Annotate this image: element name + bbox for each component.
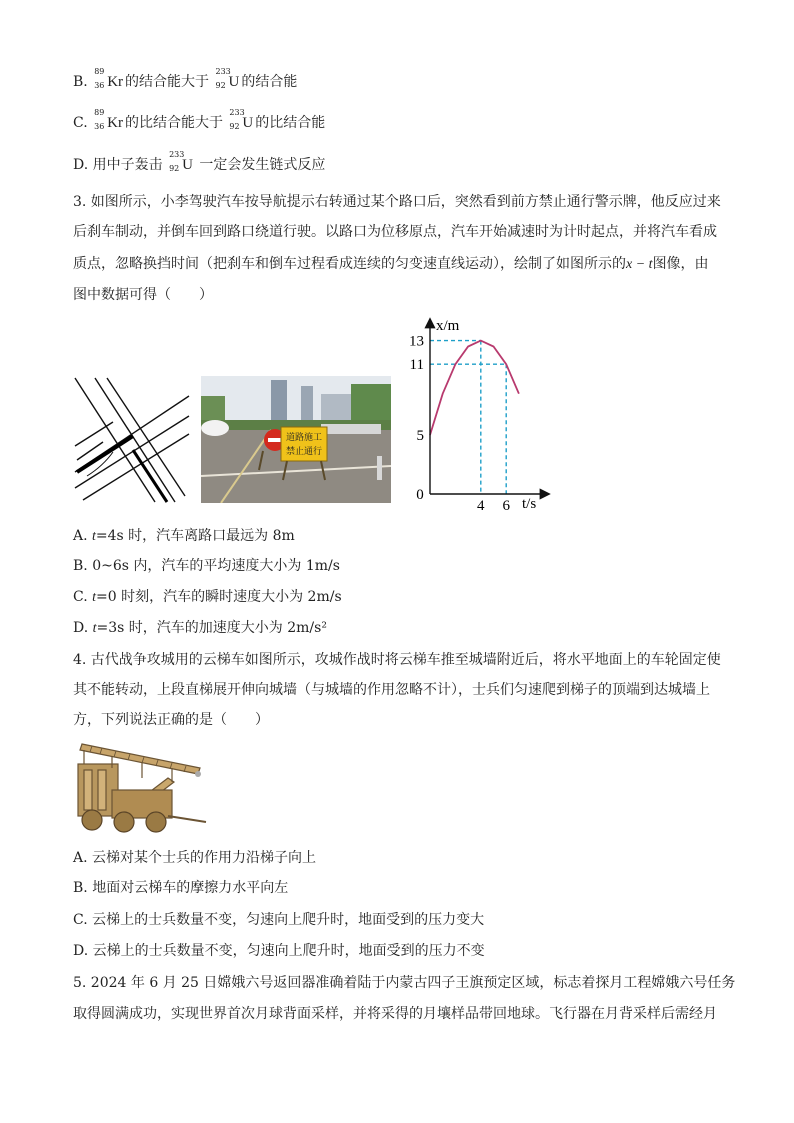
q4-stem-line1: 4. 古代战争攻城用的云梯车如图所示，攻城作战时将云梯车推至城墙附近后，将水平地面上的车轮固定使 [73, 652, 721, 668]
q3-stem-line4: 图中数据可得（ ） [73, 287, 213, 303]
q3-stem-line2: 后刹车制动，并倒车回到路口绕道行驶。以路口为位移原点，汽车开始减速时为计时起点，并将汽车看成 [73, 224, 717, 240]
x-tick-label: 6 [502, 498, 510, 514]
sign-text-line1: 道路施工 [285, 433, 323, 443]
nuclide-kr: 89 36 Kr [94, 67, 124, 90]
q3-option-c: C. t=0 时刻，汽车的瞬时速度大小为 2m/s [73, 589, 342, 605]
q4-option-d: D. 云梯上的士兵数量不变，匀速向上爬升时，地面受到的压力不变 [73, 943, 485, 959]
intersection-diagram [73, 376, 191, 504]
y-axis-label: x/m [436, 318, 460, 334]
x-axis-label: t/s [522, 496, 537, 512]
y-tick-label: 13 [409, 333, 424, 350]
y-tick-label: 11 [409, 357, 424, 374]
q3-option-d: D. t=3s 时，汽车的加速度大小为 2m/s² [73, 620, 327, 636]
q4-option-a: A. 云梯对某个士兵的作用力沿梯子向上 [73, 850, 317, 866]
q5-stem-line2: 取得圆满成功，实现世界首次月球背面采样，并将采得的月壤样品带回地球。飞行器在月背采样后需经月 [73, 1006, 717, 1022]
q2-option-b: B. 89 36 Kr 的结合能大于 233 92 U 的结合能 [73, 67, 298, 90]
road-closed-photo [201, 376, 391, 503]
q3-stem-line3: 质点，忽略换挡时间（把刹车和倒车过程看成连续的匀变速直线运动），绘制了如图所示的x − t图像，由 [73, 256, 709, 272]
q2-option-d: D. 用中子轰击 233 92 U 一定会发生链式反应 [73, 150, 326, 173]
nuclide-u: 233 92 U [215, 67, 240, 90]
siege-ladder-image [72, 738, 212, 836]
q4-stem-line2: 其不能转动，上段直梯展开伸向城墙（与城墙的作用忽略不计），士兵们匀速爬到梯子的顶端到达城墙上 [73, 682, 710, 698]
q5-stem-line1: 5. 2024 年 6 月 25 日嫦娥六号返回器准确着陆于内蒙古四子王旗预定区域，标志着探月工程嫦娥六号任务 [73, 975, 736, 991]
sign-text-line2: 禁止通行 [285, 447, 323, 457]
x-t-graph [398, 312, 554, 516]
q2-option-c: C. 89 36 Kr 的比结合能大于 233 92 U 的比结合能 [73, 108, 326, 131]
q3-option-a: A. t=4s 时，汽车离路口最远为 8m [73, 528, 295, 544]
nuclide-u: 233 92 U [169, 150, 193, 173]
nuclide-u: 233 92 U [229, 108, 254, 131]
nuclide-kr: 89 36 Kr [94, 108, 123, 131]
q4-option-b: B. 地面对云梯车的摩擦力水平向左 [73, 880, 289, 896]
q4-option-c: C. 云梯上的士兵数量不变，匀速向上爬升时，地面受到的压力变大 [73, 912, 485, 928]
q3-option-b: B. 0~6s 内，汽车的平均速度大小为 1m/s [73, 558, 340, 574]
q3-stem-line1: 3. 如图所示，小李驾驶汽车按导航提示右转通过某个路口后，突然看到前方禁止通行警示牌，他反应过来 [73, 194, 721, 210]
y-tick-label: 5 [416, 428, 424, 444]
x-tick-label: 4 [477, 498, 485, 514]
q4-stem-line3: 方，下列说法正确的是（ ） [73, 712, 269, 728]
origin-label: 0 [416, 487, 424, 503]
